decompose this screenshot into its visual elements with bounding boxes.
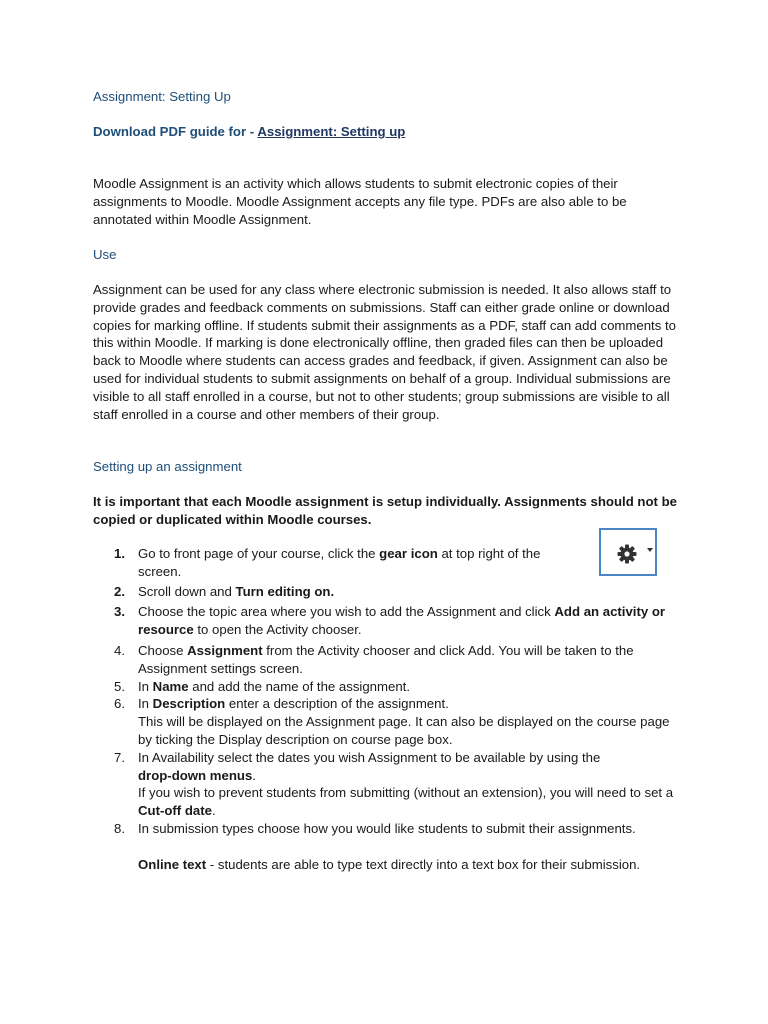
list-item: 3. Choose the topic area where you wish to add the Assignment and click Add an activity or resource to open the Activity chooser.: [114, 604, 666, 638]
important-note: It is important that each Moodle assignment is setup individually. Assignments should not be copied or duplicated within Moodle courses.: [93, 494, 677, 527]
list-item: 4. Choose Assignment from the Activity chooser and click Add. You will be taken to the Assignment settings screen.: [114, 642, 634, 676]
download-prefix: Download PDF guide for -: [93, 124, 258, 139]
intro-paragraph: Moodle Assignment is an activity which allows students to submit electronic copies of their assignments to Moodle. Moodle Assignment accepts any file type. PDFs are also able to be annotated within Moodle Assignment.: [93, 176, 627, 227]
list-item: 7. In Availability select the dates you wish Assignment to be available by using the drop-down menus. If you wish to prevent students from submitting (without an extension), you will need to set a Cut-off date.: [114, 749, 674, 819]
setup-heading: Setting up an assignment: [93, 459, 242, 474]
list-item: 1. Go to front page of your course, click the gear icon at top right of the screen.: [114, 546, 541, 579]
page-title: Assignment: Setting Up: [93, 89, 231, 104]
list-item: 5. In Name and add the name of the assignment.: [114, 678, 410, 694]
download-pdf-link[interactable]: Assignment: Setting up: [257, 124, 406, 139]
list-item: 6. In Description enter a description of the assignment. This will be displayed on the Assignment page. It can also be displayed on the course page by ticking the Display description on course page box.: [114, 696, 670, 747]
use-heading: Use: [93, 247, 117, 262]
use-paragraph: Assignment can be used for any class where electronic submission is needed. It also allows staff to provide grades and feedback comments on submissions. Staff can either grade online or download copies for marking offline. If students submit their assignments as a PDF, staff can add comments to this within Moodle. If marking is done electronically offline, then graded files can then be uploaded back to Moodle where students can access grades and feedback, if given. Assignment can also be used for individual students to submit assignments on behalf of a group. Individual submissions are visible to all staff enrolled in a course, but not to other students; group submissions are visible to all staff enrolled in a course and other members of their group.: [93, 282, 676, 422]
steps-list: [114, 545, 683, 873]
download-line: [93, 123, 683, 141]
list-item: 2. Scroll down and Turn editing on.: [114, 583, 335, 599]
list-item: 8. In submission types choose how you would like students to submit their assignments. Online text - students are able to type text directly into a text box for their submission.: [114, 820, 641, 872]
